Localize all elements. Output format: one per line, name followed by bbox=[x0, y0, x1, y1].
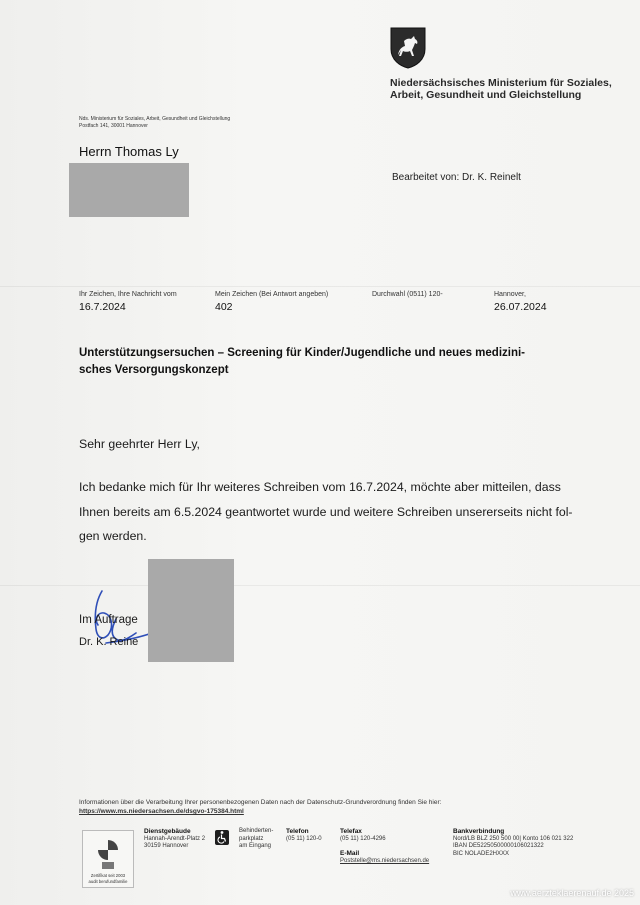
parking-line1: Behinderten- bbox=[239, 828, 274, 834]
email-value[interactable]: Poststelle@ms.niedersachsen.de bbox=[340, 857, 430, 864]
subject-line bbox=[79, 345, 599, 379]
privacy-link[interactable]: https://www.ms.niedersachsen.de/dsgvo-175384.html bbox=[79, 808, 244, 815]
accessible-parking-info bbox=[239, 828, 273, 851]
body-line2: Ihnen bereits am 6.5.2024 geantwortet wurde und weitere Schreiben unsererseits nicht fol- bbox=[79, 504, 573, 519]
your-ref-value: 16.7.2024 bbox=[79, 301, 126, 313]
privacy-text: Informationen über die Verarbeitung Ihrer personenbezogenen Daten nach der Datenschutz-Grundverordnung finden Sie hier: bbox=[79, 799, 442, 806]
your-ref-label: Ihr Zeichen, Ihre Nachricht vom bbox=[79, 291, 177, 298]
building-head: Dienstgebäude bbox=[144, 828, 191, 835]
bank-line1: Nord/LB BLZ 250 500 00| Konto 106 021 322 bbox=[453, 835, 574, 842]
bank-info bbox=[453, 828, 573, 858]
body-line1: Ich bedanke mich für Ihr weiteres Schreiben vom 16.7.2024, möchte aber mitteilen, dass bbox=[79, 480, 561, 494]
subject-line1: Unterstützungsersuchen – Screening für Kinder/Jugendliche und neues medizini- bbox=[79, 347, 526, 359]
parking-line2: parkplatz bbox=[239, 835, 264, 842]
subject-line2: sches Versorgungskonzept bbox=[79, 364, 229, 376]
wheelchair-icon bbox=[215, 830, 229, 845]
fax-value: (05 11) 120-4296 bbox=[340, 835, 386, 842]
redacted-address-block bbox=[69, 163, 189, 217]
parking-line3: am Eingang bbox=[239, 843, 272, 850]
email-head: E-Mail bbox=[340, 850, 360, 858]
family-audit-certificate-icon bbox=[82, 830, 134, 888]
my-ref-label: Mein Zeichen (Bei Antwort angeben) bbox=[215, 291, 329, 298]
my-ref-value: 402 bbox=[215, 301, 233, 313]
phone-value: (05 11) 120-0 bbox=[286, 835, 322, 842]
cert-line1: Zertifikat seit 2003 bbox=[90, 873, 126, 878]
place-label: Hannover, bbox=[494, 291, 526, 298]
ministry-name-line1: Niedersächsisches Ministerium für Soziales, bbox=[390, 77, 612, 89]
redacted-signature-block bbox=[148, 559, 234, 662]
body-line3: gen werden. bbox=[79, 529, 147, 543]
ministry-name-line2: Arbeit, Gesundheit und Gleichstellung bbox=[390, 89, 582, 101]
editor-line bbox=[392, 172, 521, 183]
lower-saxony-horse-crest-icon bbox=[390, 27, 426, 69]
ministry-name bbox=[390, 77, 630, 101]
watermark: www.aerzteklaerenauf.de 2025 bbox=[510, 888, 634, 898]
return-address-line1: Nds. Ministerium für Soziales, Arbeit, Gesundheit und Gleichstellung bbox=[79, 116, 231, 122]
return-address-line2: Postfach 141, 30001 Hannover bbox=[79, 122, 148, 129]
fax-head: Telefax bbox=[340, 828, 362, 835]
fold-line bbox=[0, 286, 640, 287]
bank-head: Bankverbindung bbox=[453, 828, 505, 835]
building-address bbox=[144, 828, 205, 851]
body-paragraph bbox=[79, 475, 573, 549]
recipient-name: Herrn Thomas Ly bbox=[79, 144, 179, 159]
editor-label: Bearbeitet von: bbox=[392, 172, 460, 183]
return-address bbox=[79, 116, 299, 129]
phone-info bbox=[286, 828, 322, 843]
direct-dial-label: Durchwahl (0511) 120- bbox=[372, 291, 443, 298]
privacy-notice bbox=[79, 798, 599, 816]
letter-date: 26.07.2024 bbox=[494, 301, 547, 313]
closing-phrase: Im Auftrage bbox=[79, 614, 138, 626]
building-line1: Hannah-Arendt-Platz 2 bbox=[144, 835, 206, 842]
building-line2: 30159 Hannover bbox=[144, 843, 189, 850]
cert-line2: audit berufundfamilie bbox=[88, 879, 128, 884]
bank-line2: IBAN DE52250500000106021322 bbox=[453, 843, 544, 850]
phone-head: Telefon bbox=[286, 828, 309, 835]
signer-name: Dr. K. Reine bbox=[79, 636, 139, 648]
greeting: Sehr geehrter Herr Ly, bbox=[79, 437, 200, 451]
bank-line3: BIC NOLADE2HXXX bbox=[453, 850, 510, 857]
editor-name: Dr. K. Reinelt bbox=[462, 172, 521, 183]
fax-email-info bbox=[340, 828, 429, 865]
